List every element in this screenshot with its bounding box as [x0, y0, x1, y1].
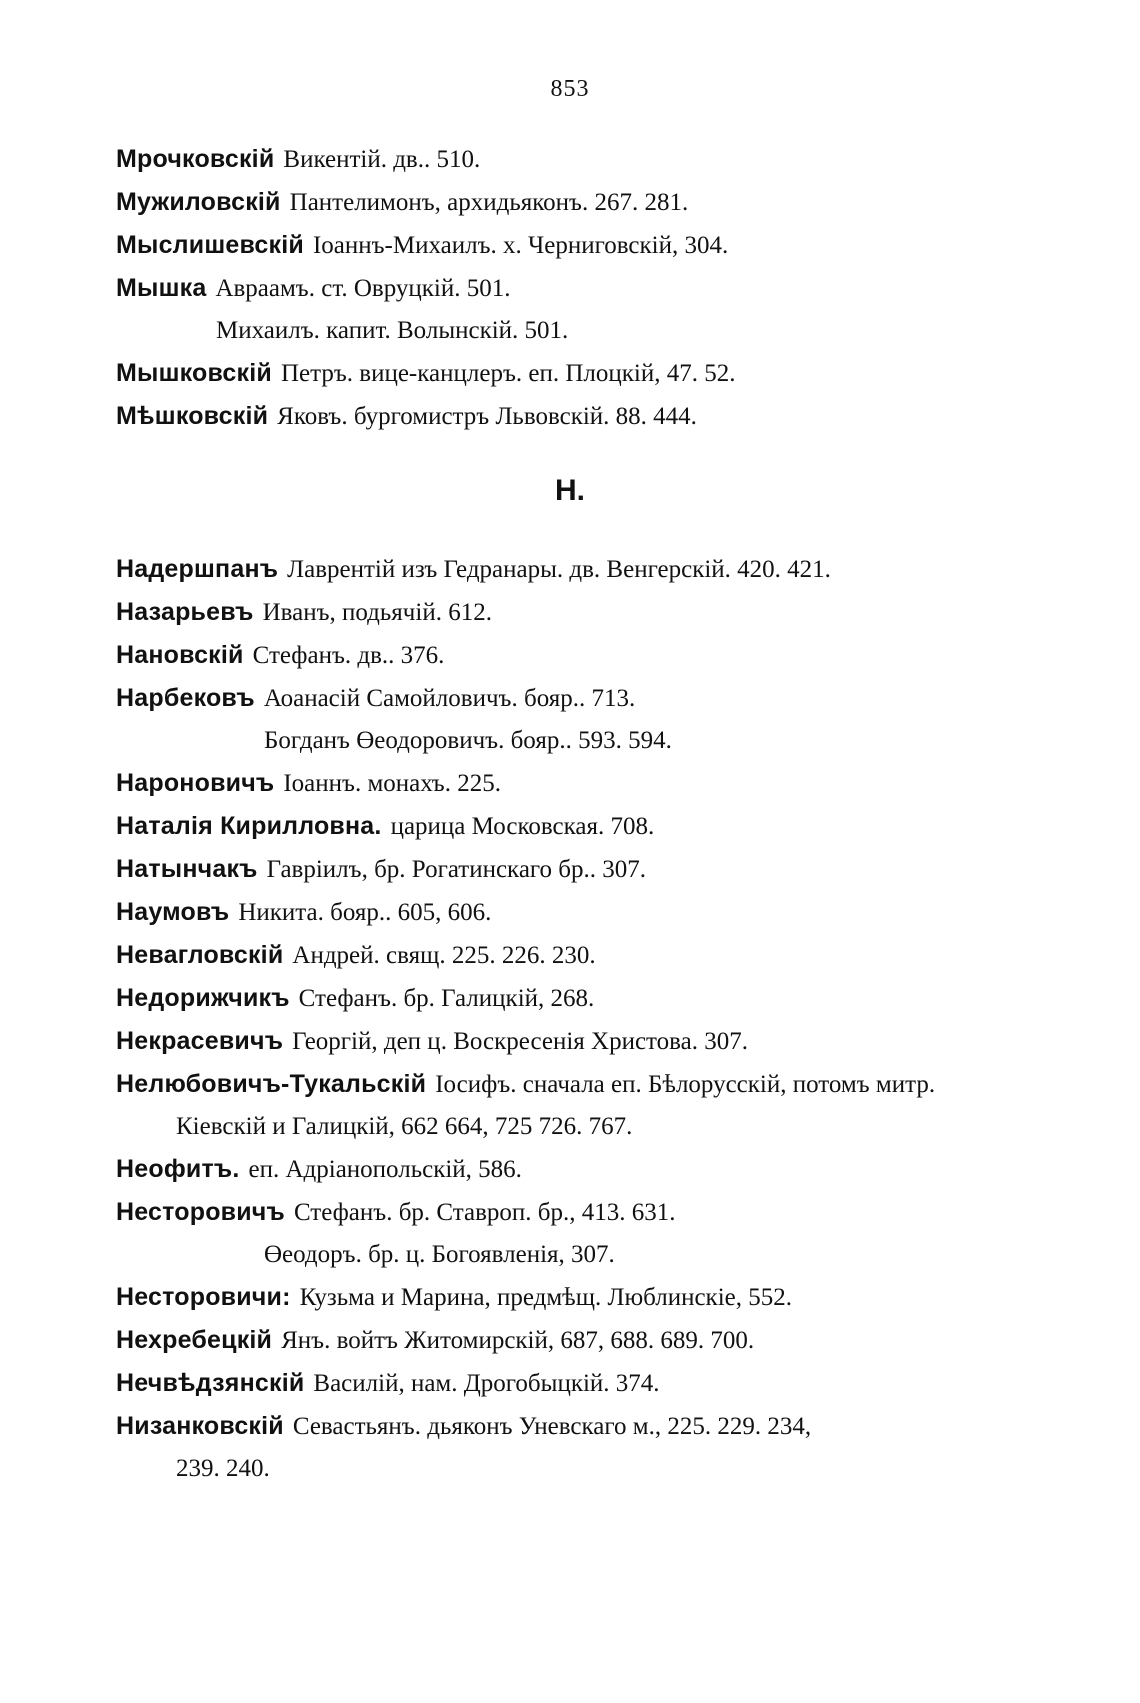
entry-surname: Наталія Кирилловна. [116, 812, 382, 840]
entry-text: Михаилъ. капит. Волынскій. 501. [216, 317, 569, 344]
entry-text: Яковъ. бургомистръ Львовскій. 88. 444. [277, 403, 697, 430]
index-entry [116, 1148, 1056, 1191]
entry-text: Аоанасій Самойловичъ. бояр.. 713. [263, 685, 636, 712]
entry-text: Георгій, деп ц. Воскресенія Христова. 307. [292, 1028, 748, 1055]
entry-surname: Невагловскій [116, 941, 284, 969]
entry-text: Богданъ Өеодоровичъ. бояр.. 593. 594. [264, 727, 672, 754]
index-entry-continuation [116, 1234, 1056, 1276]
entry-surname: Наумовъ [116, 898, 230, 926]
index-entry [116, 1191, 1056, 1234]
entry-text: Гавріилъ, бр. Рогатинскаго бр.. 307. [266, 856, 647, 883]
index-entry [116, 1405, 1056, 1448]
entry-surname: Нехребецкій [116, 1326, 273, 1354]
entry-text: Лаврентій изъ Гедранары. дв. Венгерскій. 420. 421. [287, 556, 831, 583]
index-entry-continuation [116, 720, 1056, 762]
index-entry [116, 138, 1016, 181]
entry-text: Іоаннъ-Михаилъ. х. Черниговскій, 304. [312, 232, 729, 259]
entry-surname: Нароновичъ [116, 769, 275, 797]
entry-text: Авраамъ. ст. Овруцкій. 501. [215, 275, 511, 302]
index-entry [116, 1276, 1056, 1319]
entry-surname: Несторовичъ [116, 1198, 285, 1226]
index-entry [116, 677, 1056, 720]
index-entry [116, 352, 1016, 395]
index-section-n [116, 548, 1056, 1490]
entry-text: Иванъ, подьячій. 612. [262, 599, 492, 626]
index-entry [116, 1063, 1056, 1106]
entry-text: Пантелимонъ, архидьяконъ. 267. 281. [289, 189, 689, 216]
entry-text: Василій, нам. Дрогобыцкій. 374. [313, 1370, 660, 1397]
index-entry [116, 762, 1056, 805]
index-entry [116, 848, 1056, 891]
entry-text: Кузьма и Марина, предмѣщ. Люблинскіе, 552. [299, 1284, 792, 1311]
entry-surname: Несторовичи: [116, 1283, 291, 1311]
index-entry [116, 224, 1016, 267]
index-entry [116, 1319, 1056, 1362]
index-section-m [116, 138, 1016, 438]
index-entry-continuation [116, 310, 1016, 352]
entry-surname: Неофитъ. [116, 1155, 240, 1183]
index-entry-continuation [116, 1448, 1056, 1490]
entry-text: Викентій. дв.. 510. [283, 146, 481, 173]
entry-text: Стефанъ. бр. Галицкій, 268. [298, 985, 595, 1012]
entry-surname: Нечвѣдзянскій [116, 1369, 305, 1397]
index-entry [116, 1020, 1056, 1063]
entry-surname: Мужиловскій [116, 188, 281, 216]
entry-text: Янъ. войтъ Житомирскій, 687, 688. 689. 700. [281, 1327, 755, 1354]
index-entry [116, 267, 1016, 310]
index-entry [116, 934, 1056, 977]
entry-surname: Нановскій [116, 641, 244, 669]
entry-text: Севастьянъ. дьяконъ Уневскаго м., 225. 229. 234, [292, 1413, 812, 1440]
entry-text: еп. Адріанопольскій, 586. [248, 1156, 522, 1183]
entry-text: Іоаннъ. монахъ. 225. [283, 770, 501, 797]
entry-surname: Мышка [116, 274, 207, 302]
entry-surname: Недорижчикъ [116, 984, 290, 1012]
index-entry [116, 548, 1056, 591]
entry-surname: Назарьевъ [116, 598, 254, 626]
entry-surname: Мѣшковскій [116, 402, 269, 430]
page-number: 853 [550, 76, 590, 102]
entry-surname: Мрочковскій [116, 145, 275, 173]
index-entry [116, 977, 1056, 1020]
entry-text: Кіевскій и Галицкій, 662 664, 725 726. 767. [176, 1113, 633, 1140]
entry-surname: Натынчакъ [116, 855, 258, 883]
index-entry [116, 634, 1056, 677]
entry-text: Стефанъ. бр. Ставроп. бр., 413. 631. [293, 1199, 676, 1226]
letter-heading: Н. [555, 474, 585, 507]
entry-text: царица Московская. 708. [390, 813, 655, 840]
index-entry [116, 1362, 1056, 1405]
entry-text: Іосифъ. сначала еп. Бѣлорусскій, потомъ митр. [435, 1071, 936, 1098]
entry-text: Андрей. свящ. 225. 226. 230. [292, 942, 596, 969]
entry-text: Өеодоръ. бр. ц. Богоявленія, 307. [264, 1241, 615, 1268]
entry-surname: Некрасевичъ [116, 1027, 284, 1055]
entry-surname: Низанковскій [116, 1412, 284, 1440]
index-entry [116, 181, 1016, 224]
entry-text: Стефанъ. дв.. 376. [252, 642, 445, 669]
entry-text: Петръ. вице-канцлеръ. еп. Плоцкій, 47. 52. [280, 360, 736, 387]
entry-surname: Нарбековъ [116, 684, 255, 712]
index-entry-continuation [116, 1106, 1056, 1148]
entry-surname: Надершпанъ [116, 555, 279, 583]
entry-surname: Нелюбовичъ-Тукальскій [116, 1070, 427, 1098]
index-entry [116, 805, 1056, 848]
index-entry [116, 891, 1056, 934]
entry-text: 239. 240. [176, 1455, 270, 1482]
entry-surname: Мышковскій [116, 359, 272, 387]
entry-text: Никита. бояр.. 605, 606. [238, 899, 492, 926]
index-entry [116, 591, 1056, 634]
index-entry [116, 395, 1016, 438]
entry-surname: Мыслишевскій [116, 231, 304, 259]
